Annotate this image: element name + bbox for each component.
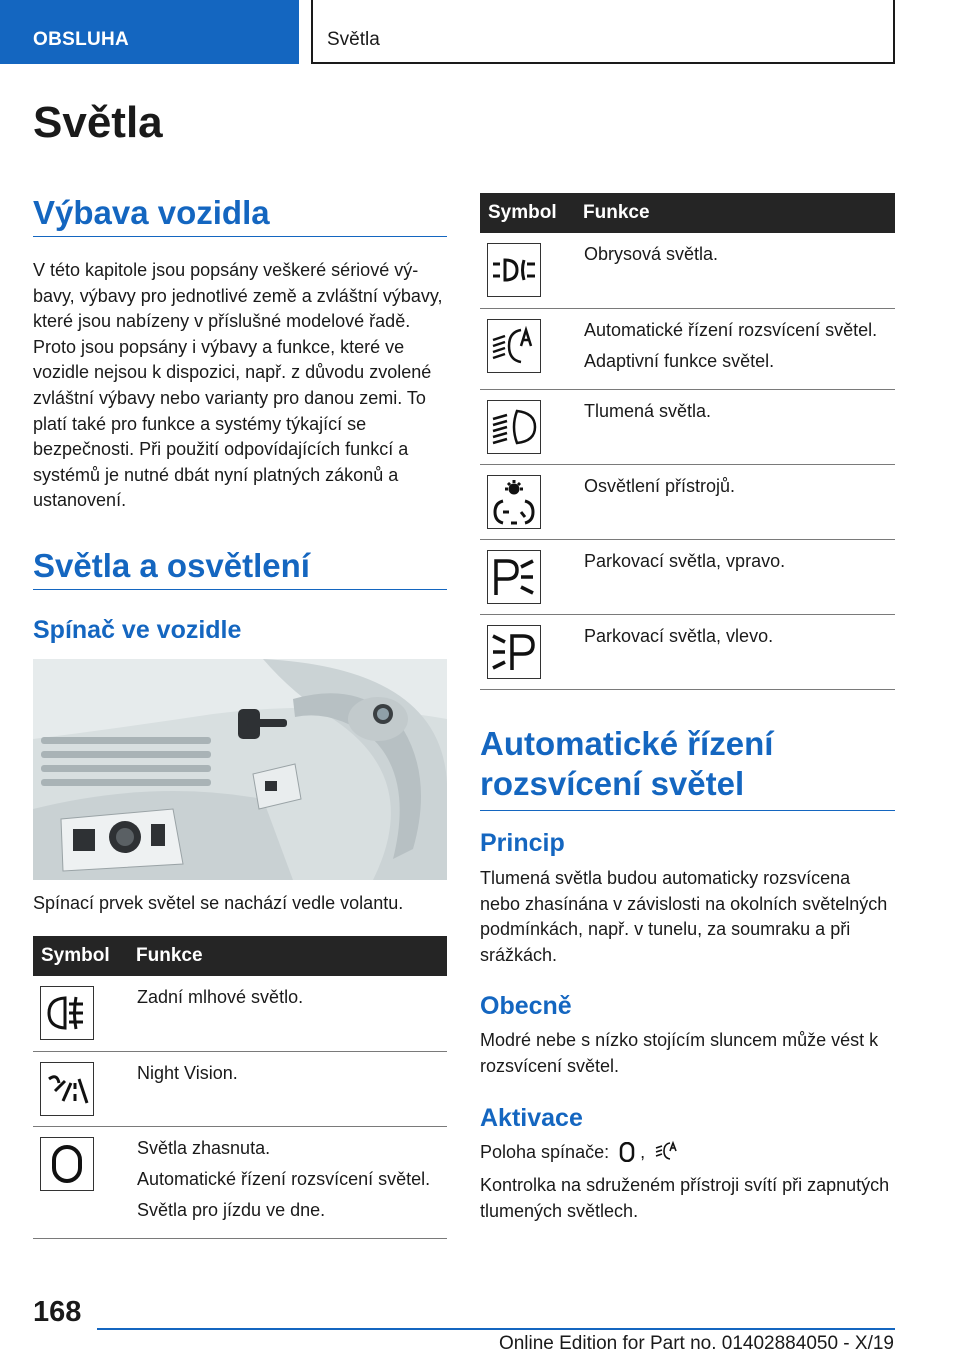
col-function-header: Funkce: [128, 936, 447, 976]
equipment-heading: Výbava vozidla: [33, 194, 447, 237]
principle-heading: Princip: [480, 829, 565, 857]
table-row: [480, 614, 895, 689]
function-line: Světla zhasnuta.: [137, 1137, 271, 1158]
function-line: Parkovací světla, vlevo.: [584, 625, 774, 646]
lights-heading: Světla a osvětlení: [33, 547, 447, 590]
photo-caption: Spínací prvek světel se nachází vedle volantu.: [33, 893, 404, 913]
function-line: Zadní mlhové světlo.: [137, 987, 304, 1007]
symbol-table-right: [480, 193, 895, 690]
topic-tab: [311, 0, 895, 64]
switch-heading: Spínač ve vozidle: [33, 616, 242, 644]
parking-light-right-icon: [487, 550, 541, 604]
function-line: Osvětlení přístrojů.: [584, 475, 736, 496]
auto-headlight-icon: [655, 1140, 679, 1170]
table-header-row: [480, 193, 895, 233]
lights-off-zero-icon: [40, 1137, 94, 1191]
footer-divider: [97, 1328, 895, 1330]
function-line: Parkovací světla, vpravo.: [584, 550, 786, 571]
light-switch-photo: [33, 659, 447, 880]
table-row: [33, 1126, 447, 1238]
night-vision-icon: [40, 1062, 94, 1116]
function-line: Automatické řízení rozsvícení světel.: [584, 319, 878, 340]
activation-text: Kontrolka na sdruženém přístroji svítí při zapnutých tlumených světlech.: [480, 1175, 890, 1221]
symbol-table-left: [33, 936, 447, 1239]
table-row: [480, 539, 895, 614]
table-row: [33, 1051, 447, 1126]
equipment-text: V této kapitole jsou popsány veškeré sériové výbavy, výbavy pro jednotlivé země a zvláštní výbavy, které jsou nabízeny v příslušné modelové řadě. Proto jsou popsány i výbavy a funkce, které ve vozidle nejsou k dispozici, např. z důvodu zvolené zvláštní výbavy nebo varianty pro danou zemi. To platí také pro funkce a systémy týkající se bezpečnosti. Při použití odpovídajících funkcí a systémů je nutné dbát nyní platných zákonů a ustanovení.: [33, 260, 443, 511]
instrument-lighting-icon: [487, 475, 541, 529]
general-heading: Obecně: [480, 992, 572, 1020]
parking-light-left-icon: [487, 625, 541, 679]
function-line: Adaptivní funkce světel.: [584, 350, 775, 371]
col-symbol-header: Symbol: [33, 936, 128, 976]
activation-separator: ,: [640, 1142, 646, 1162]
auto-heading-line2: rozsvícení světel: [480, 765, 745, 802]
col-function-header: Funkce: [575, 193, 895, 233]
topic-label: Světla: [327, 29, 380, 50]
principle-text: Tlumená světla budou automaticky rozsvícena nebo zhasínána v závislosti na okolních světelných podmínkách, např. v tunelu, za soumraku a při srážkách.: [480, 868, 888, 965]
table-row: [480, 308, 895, 389]
auto-heading-line1: Automatické řízení: [480, 725, 774, 762]
col-symbol-header: Symbol: [480, 193, 575, 233]
auto-lighting-heading: [480, 724, 895, 811]
section-label: OBSLUHA: [33, 29, 130, 50]
activation-heading: Aktivace: [480, 1104, 583, 1132]
activation-position: [480, 1140, 892, 1170]
lights-off-zero-icon: [619, 1142, 635, 1170]
table-row: [480, 233, 895, 308]
rear-fog-light-icon: [40, 986, 94, 1040]
function-line: Night Vision.: [137, 1062, 238, 1083]
auto-headlight-icon: [487, 319, 541, 373]
table-header-row: [33, 936, 447, 976]
function-line: Světla pro jízdu ve dne.: [137, 1199, 326, 1220]
function-line: Obrysová světla.: [584, 244, 719, 264]
side-lights-icon: [487, 243, 541, 297]
activation-label: Poloha spínače:: [480, 1142, 610, 1162]
table-row: [33, 976, 447, 1051]
page-title: Světla: [33, 98, 163, 147]
table-row: [480, 464, 895, 539]
general-text: Modré nebe s nízko stojícím sluncem může vést k rozsvícení světel.: [480, 1030, 879, 1076]
footer-edition: Online Edition for Part no. 01402884050 - X/19: [498, 1333, 894, 1354]
page-number: 168: [33, 1296, 82, 1328]
low-beam-icon: [487, 400, 541, 454]
table-row: [480, 389, 895, 464]
function-line: Automatické řízení rozsvícení světel.: [137, 1168, 431, 1189]
section-tab: [0, 0, 299, 64]
function-line: Tlumená světla.: [584, 400, 712, 421]
